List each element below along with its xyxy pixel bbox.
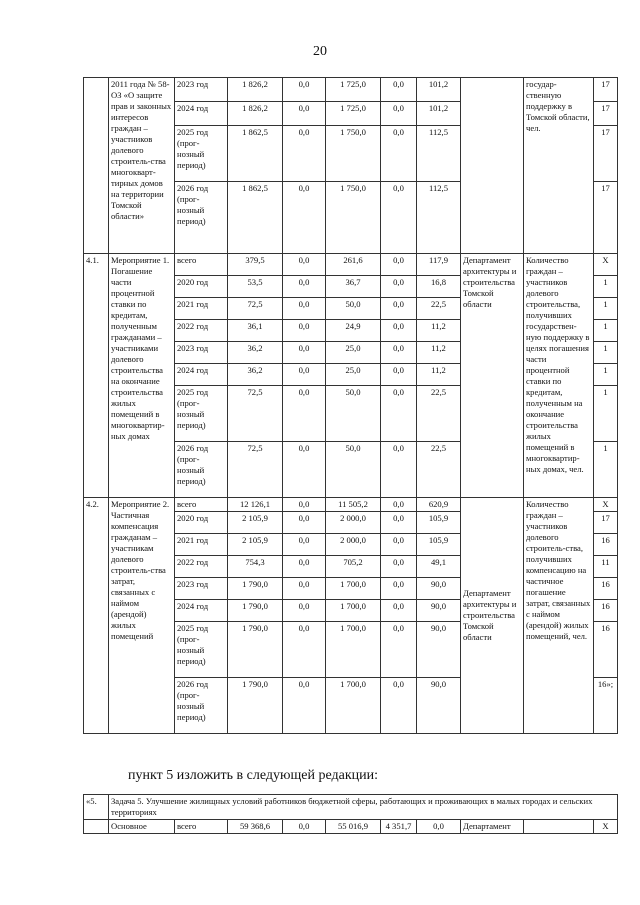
municipal-cell: 0,0 — [381, 386, 417, 442]
federal-cell: 0,0 — [283, 364, 326, 386]
indicator-value: 1 — [594, 342, 618, 364]
federal-cell: 0,0 — [283, 578, 326, 600]
municipal-cell: 0,0 — [381, 442, 417, 498]
year-cell: 2024 год — [175, 102, 228, 126]
executor-cell: Департамент архитектуры и строительства Томской области — [461, 254, 524, 498]
year-cell: 2021 год — [175, 298, 228, 320]
table-row — [84, 254, 618, 276]
other-cell: 101,2 — [417, 78, 461, 102]
other-cell: 620,9 — [417, 498, 461, 512]
year-cell: 2024 год — [175, 364, 228, 386]
total-cell: 2 105,9 — [228, 512, 283, 534]
federal-cell: 0,0 — [283, 622, 326, 678]
indicator-value: 11 — [594, 556, 618, 578]
indicator-value: 16 — [594, 534, 618, 556]
regional-cell: 1 700,0 — [326, 678, 381, 734]
indicator-value: X — [594, 254, 618, 276]
regional-cell: 705,2 — [326, 556, 381, 578]
indicator-name: Количество граждан – участников долевого строитель-ства, получивших компенсацию на частичное погашение затрат, связанных с наймом (арендой) жилых помещений, чел. — [524, 498, 594, 734]
task-row-federal: 0,0 — [283, 820, 326, 834]
federal-cell: 0,0 — [283, 534, 326, 556]
indicator-value: X — [594, 498, 618, 512]
federal-cell: 0,0 — [283, 276, 326, 298]
other-cell: 16,8 — [417, 276, 461, 298]
federal-cell: 0,0 — [283, 182, 326, 254]
indicator-value: 1 — [594, 298, 618, 320]
other-cell: 22,5 — [417, 386, 461, 442]
indicator-value: 17 — [594, 182, 618, 254]
indicator-value: 17 — [594, 126, 618, 182]
indicator-value: 1 — [594, 320, 618, 342]
total-cell: 36,2 — [228, 364, 283, 386]
task-row-name: Основное — [109, 820, 175, 834]
table-row — [84, 78, 618, 102]
task-row-regional: 55 016,9 — [326, 820, 381, 834]
regional-cell: 25,0 — [326, 364, 381, 386]
other-cell: 11,2 — [417, 320, 461, 342]
regional-cell: 50,0 — [326, 442, 381, 498]
executor-cell: Департамент архитектуры и строительства Томской области — [461, 498, 524, 734]
indicator-value: 16 — [594, 600, 618, 622]
year-cell: 2020 год — [175, 512, 228, 534]
task-header-row — [84, 795, 618, 820]
year-cell: 2025 год (прог-нозный период) — [175, 126, 228, 182]
indicator-value: 1 — [594, 386, 618, 442]
regional-cell: 1 700,0 — [326, 600, 381, 622]
total-cell: 36,2 — [228, 342, 283, 364]
regional-cell: 25,0 — [326, 342, 381, 364]
year-cell: 2023 год — [175, 78, 228, 102]
indicator-value: 17 — [594, 512, 618, 534]
total-cell: 72,5 — [228, 442, 283, 498]
municipal-cell: 0,0 — [381, 600, 417, 622]
year-cell: 2026 год (прог-нозный период) — [175, 182, 228, 254]
task-data-row — [84, 820, 618, 834]
total-cell: 53,5 — [228, 276, 283, 298]
federal-cell: 0,0 — [283, 386, 326, 442]
row-number — [84, 78, 109, 254]
regional-cell: 11 505,2 — [326, 498, 381, 512]
task-number: «5. — [84, 795, 109, 820]
regional-cell: 1 700,0 — [326, 578, 381, 600]
program-table — [83, 77, 618, 734]
municipal-cell: 0,0 — [381, 364, 417, 386]
other-cell: 90,0 — [417, 678, 461, 734]
total-cell: 1 790,0 — [228, 600, 283, 622]
municipal-cell: 0,0 — [381, 342, 417, 364]
total-cell: 1 862,5 — [228, 182, 283, 254]
municipal-cell: 0,0 — [381, 622, 417, 678]
indicator-value: 17 — [594, 78, 618, 102]
municipal-cell: 0,0 — [381, 320, 417, 342]
regional-cell: 50,0 — [326, 386, 381, 442]
task-table — [83, 794, 618, 834]
regional-cell: 1 725,0 — [326, 78, 381, 102]
municipal-cell: 0,0 — [381, 556, 417, 578]
task-row-municipal: 4 351,7 — [381, 820, 417, 834]
other-cell: 117,9 — [417, 254, 461, 276]
other-cell: 112,5 — [417, 182, 461, 254]
regional-cell: 24,9 — [326, 320, 381, 342]
task-row-indicator — [524, 820, 594, 834]
total-cell: 1 790,0 — [228, 678, 283, 734]
year-cell: всего — [175, 498, 228, 512]
task-title: Задача 5. Улучшение жилищных условий работников бюджетной сферы, работающих и проживающих в малых городах и сельских территориях — [109, 795, 618, 820]
task-row-indicator-value: X — [594, 820, 618, 834]
federal-cell: 0,0 — [283, 556, 326, 578]
municipal-cell: 0,0 — [381, 126, 417, 182]
row-number: 4.1. — [84, 254, 109, 498]
federal-cell: 0,0 — [283, 298, 326, 320]
total-cell: 12 126,1 — [228, 498, 283, 512]
other-cell: 90,0 — [417, 622, 461, 678]
federal-cell: 0,0 — [283, 512, 326, 534]
federal-cell: 0,0 — [283, 600, 326, 622]
task-row-other: 0,0 — [417, 820, 461, 834]
total-cell: 2 105,9 — [228, 534, 283, 556]
other-cell: 112,5 — [417, 126, 461, 182]
year-cell: 2026 год (прог-нозный период) — [175, 678, 228, 734]
total-cell: 1 862,5 — [228, 126, 283, 182]
regional-cell: 1 750,0 — [326, 182, 381, 254]
total-cell: 1 826,2 — [228, 102, 283, 126]
municipal-cell: 0,0 — [381, 534, 417, 556]
total-cell: 72,5 — [228, 386, 283, 442]
municipal-cell: 0,0 — [381, 102, 417, 126]
year-cell: 2023 год — [175, 578, 228, 600]
regional-cell: 50,0 — [326, 298, 381, 320]
regional-cell: 261,6 — [326, 254, 381, 276]
federal-cell: 0,0 — [283, 342, 326, 364]
regional-cell: 2 000,0 — [326, 534, 381, 556]
municipal-cell: 0,0 — [381, 254, 417, 276]
federal-cell: 0,0 — [283, 442, 326, 498]
regional-cell: 1 700,0 — [326, 622, 381, 678]
federal-cell: 0,0 — [283, 320, 326, 342]
total-cell: 754,3 — [228, 556, 283, 578]
other-cell: 11,2 — [417, 364, 461, 386]
federal-cell: 0,0 — [283, 254, 326, 276]
total-cell: 1 826,2 — [228, 78, 283, 102]
other-cell: 101,2 — [417, 102, 461, 126]
task-row-year: всего — [175, 820, 228, 834]
federal-cell: 0,0 — [283, 678, 326, 734]
year-cell: 2022 год — [175, 556, 228, 578]
regional-cell: 1 725,0 — [326, 102, 381, 126]
year-cell: всего — [175, 254, 228, 276]
indicator-value: 16 — [594, 622, 618, 678]
task-empty-cell — [84, 820, 109, 834]
page-number: 20 — [313, 44, 327, 59]
indicator-name: государ-ственную поддержку в Томской области, чел. — [524, 78, 594, 254]
municipal-cell: 0,0 — [381, 78, 417, 102]
indicator-value: 17 — [594, 102, 618, 126]
municipal-cell: 0,0 — [381, 182, 417, 254]
total-cell: 379,5 — [228, 254, 283, 276]
other-cell: 22,5 — [417, 442, 461, 498]
municipal-cell: 0,0 — [381, 298, 417, 320]
regional-cell: 1 750,0 — [326, 126, 381, 182]
federal-cell: 0,0 — [283, 126, 326, 182]
row-number: 4.2. — [84, 498, 109, 734]
other-cell: 49,1 — [417, 556, 461, 578]
indicator-value: 1 — [594, 364, 618, 386]
executor-cell — [461, 78, 524, 254]
municipal-cell: 0,0 — [381, 578, 417, 600]
municipal-cell: 0,0 — [381, 498, 417, 512]
measure-name: Мероприятие 1. Погашение части процентной ставки по кредитам, полученным гражданами – участниками долевого строительства на окончание строительства жилых помещений в многоквартир-ных домах — [109, 254, 175, 498]
federal-cell: 0,0 — [283, 102, 326, 126]
federal-cell: 0,0 — [283, 498, 326, 512]
indicator-value: 16»; — [594, 678, 618, 734]
other-cell: 105,9 — [417, 512, 461, 534]
year-cell: 2021 год — [175, 534, 228, 556]
other-cell: 11,2 — [417, 342, 461, 364]
municipal-cell: 0,0 — [381, 512, 417, 534]
total-cell: 72,5 — [228, 298, 283, 320]
task-row-total: 59 368,6 — [228, 820, 283, 834]
year-cell: 2023 год — [175, 342, 228, 364]
regional-cell: 2 000,0 — [326, 512, 381, 534]
table-row — [84, 498, 618, 512]
indicator-name: Количество граждан – участников долевого строительства, получивших государствен-ную поддержку в целях погашения части процентной ставки по кредитам, полученным на окончание строительства жилых помещений в многоквартир-ных домах, чел. — [524, 254, 594, 498]
other-cell: 22,5 — [417, 298, 461, 320]
municipal-cell: 0,0 — [381, 276, 417, 298]
other-cell: 90,0 — [417, 578, 461, 600]
municipal-cell: 0,0 — [381, 678, 417, 734]
indicator-value: 1 — [594, 442, 618, 498]
regional-cell: 36,7 — [326, 276, 381, 298]
amendment-paragraph: пункт 5 изложить в следующей редакции: — [128, 768, 378, 783]
indicator-value: 16 — [594, 578, 618, 600]
year-cell: 2025 год (прог-нозный период) — [175, 386, 228, 442]
year-cell: 2025 год (прог-нозный период) — [175, 622, 228, 678]
year-cell: 2020 год — [175, 276, 228, 298]
year-cell: 2026 год (прог-нозный период) — [175, 442, 228, 498]
total-cell: 36,1 — [228, 320, 283, 342]
other-cell: 90,0 — [417, 600, 461, 622]
measure-name: Мероприятие 2. Частичная компенсация гражданам – участникам долевого строитель-ства затрат, связанных с наймом (арендой) жилых помещений — [109, 498, 175, 734]
total-cell: 1 790,0 — [228, 578, 283, 600]
year-cell: 2024 год — [175, 600, 228, 622]
year-cell: 2022 год — [175, 320, 228, 342]
total-cell: 1 790,0 — [228, 622, 283, 678]
other-cell: 105,9 — [417, 534, 461, 556]
task-row-executor: Департамент — [461, 820, 524, 834]
measure-name: 2011 года № 58-ОЗ «О защите прав и законных интересов граждан – участников долевого строитель-ства многокварт-тирных домов на территории Томской области» — [109, 78, 175, 254]
indicator-value: 1 — [594, 276, 618, 298]
federal-cell: 0,0 — [283, 78, 326, 102]
